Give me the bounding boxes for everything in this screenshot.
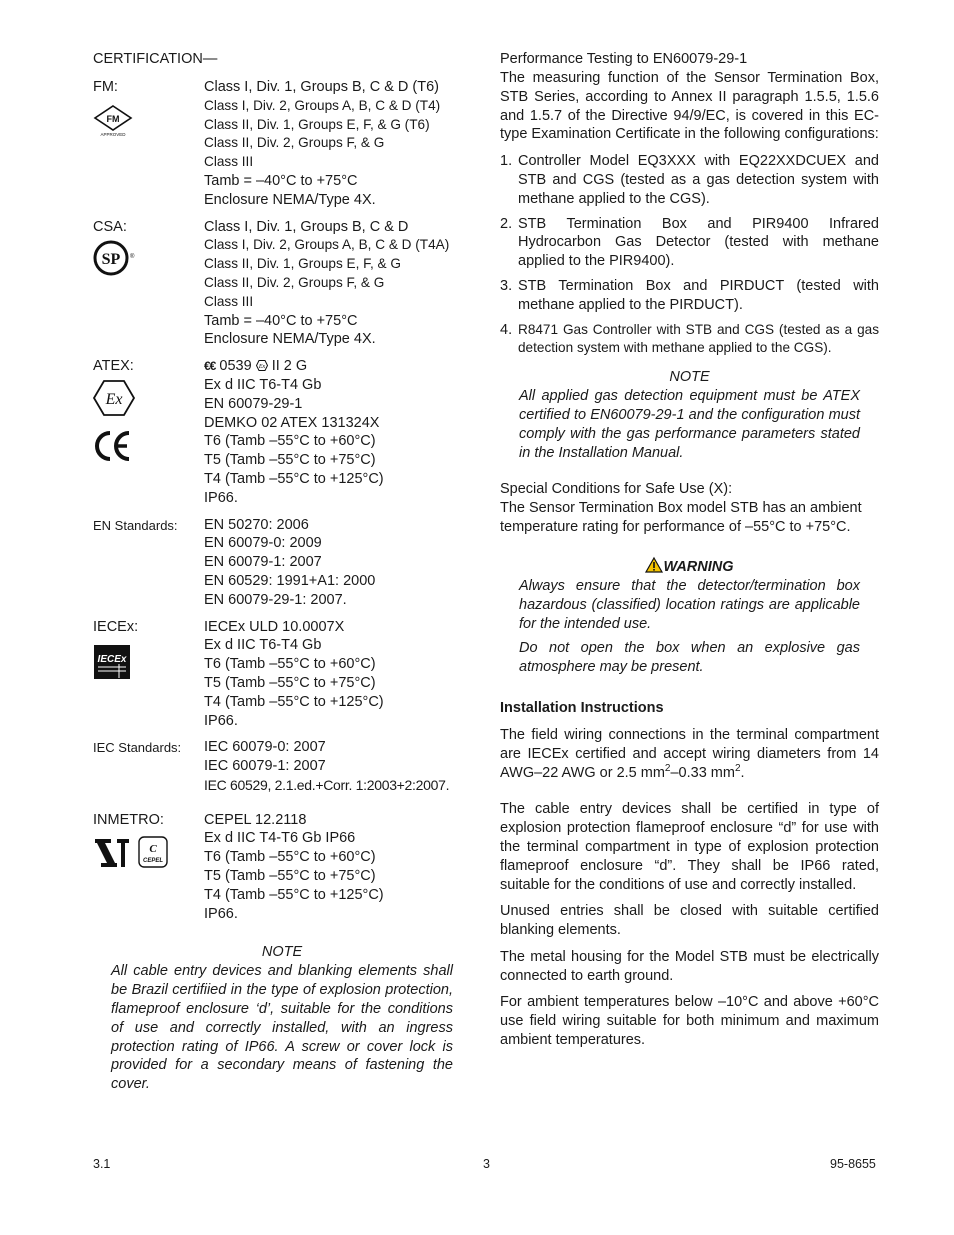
csa-label: CSA: (93, 218, 127, 235)
inmetro-label: INMETRO: (93, 811, 164, 828)
special-conditions-body: The Sensor Termination Box model STB has an ambient temperature rating for performance of –55°C to +75°C. (500, 500, 862, 536)
fm-lines (204, 78, 463, 210)
atex-note (519, 368, 860, 462)
brazil-note (111, 943, 453, 1094)
list-item-text: R8471 Gas Controller with STB and CGS (tested as a gas detection system with methane applied to the CGS). (518, 321, 879, 356)
performance-testing-title: Performance Testing to EN60079-29-1 (500, 51, 748, 67)
configuration-list (500, 152, 879, 358)
list-item-text: STB Termination Box and PIR9400 Infrared Hydrocarbon Gas Detector (tested with methane applied to the PIR9400). (518, 215, 879, 270)
atex-line: Ex d IIC T6-T4 Gb (204, 376, 322, 393)
atex-line: EN 60079-29-1 (204, 395, 303, 412)
inmetro-block (93, 811, 463, 924)
installation-paragraph: The cable entry devices shall be certified in type of explosion protection flameproof enclosure “d” for use with the terminal compartment in type of explosion protection flameproof enclosure “d”. They shall be IP66 rated, suitable for the conditions of use and correctly installed. (500, 801, 879, 893)
iecex-label: IECEx: (93, 618, 139, 635)
iecex-line: Ex d IIC T6-T4 Gb (204, 637, 322, 654)
list-item-text: STB Termination Box and PIRDUCT (tested with methane applied to the PIRDUCT). (518, 277, 879, 313)
special-conditions-title: Special Conditions for Safe Use (X): (500, 481, 733, 498)
install-text: The field wiring connections in the terminal compartment are IECEx certified and accept wiring diameters from 14 AWG–22 AWG or 2.5 mm (500, 726, 879, 781)
inmetro-line: IP66. (204, 905, 238, 922)
note-body: All cable entry devices and blanking elements shall be Brazil certifiied in the type of explosion protection, flameproof enclosure ‘d’, suitable for the conditions of use and correctly installed, with an ingress protection rating of IP66. A screw or cover lock is provided for a secondary means of fastening the cover. (111, 963, 453, 1093)
csa-block (93, 218, 463, 350)
iecex-line: T5 (Tamb –55°C to +75°C) (204, 674, 376, 691)
list-item (500, 215, 879, 271)
warning-triangle-icon (645, 559, 663, 575)
iecex-line: T6 (Tamb –55°C to +60°C) (204, 656, 376, 673)
list-item (500, 277, 879, 315)
iecex-line: T4 (Tamb –55°C to +125°C) (204, 693, 384, 710)
left-column (93, 50, 463, 1094)
atex-label: ATEX: (93, 358, 134, 375)
atex-lines (204, 357, 463, 507)
inmetro-lines (204, 811, 463, 924)
list-item-number: 4. (500, 321, 513, 338)
inmetro-line: T6 (Tamb –55°C to +60°C) (204, 849, 376, 866)
ce-small-icon: €€ (204, 359, 216, 374)
csa-line: Class I, Div. 1, Groups B, C & D (204, 218, 409, 235)
en-standard-line: EN 60529: 1991+A1: 2000 (204, 572, 376, 589)
iecex-line: IECEx ULD 10.0007X (204, 618, 345, 635)
note-body: All applied gas detection equipment must be ATEX certified to EN60079-29-1 and the configuration must comply with the gas performance parameters stated in the Installation Manual. (519, 388, 860, 461)
fm-line: Class II, Div. 2, Groups F, & G (204, 135, 385, 151)
list-item-number: 1. (500, 153, 513, 170)
iecex-logo (93, 644, 131, 684)
csa-line: Tamb = –40°C to +75°C (204, 312, 358, 329)
fm-line: Enclosure NEMA/Type 4X. (204, 191, 376, 208)
install-text: –0.33 mm (670, 764, 735, 781)
right-column (500, 50, 879, 1058)
certification-heading: CERTIFICATION— (93, 51, 218, 67)
atex-block (93, 357, 463, 507)
iec-standards-label: IEC Standards: (93, 740, 182, 756)
list-item-text: Controller Model EQ3XXX with EQ22XXDCUEX and STB and CGS (tested as a gas detection system with methane applied to the CGS). (518, 153, 879, 207)
csa-logo (93, 238, 133, 282)
installation-paragraph: Unused entries shall be closed with suitable certified blanking elements. (500, 903, 879, 939)
iecex-line: IP66. (204, 712, 238, 729)
inmetro-line: T5 (Tamb –55°C to +75°C) (204, 868, 376, 885)
en-standards-lines (204, 516, 463, 610)
list-item (500, 152, 879, 208)
en-standards-label: EN Standards: (93, 517, 178, 533)
fm-approved-logo (93, 104, 133, 142)
ex-hexagon-logo (93, 379, 135, 421)
inmetro-line: T4 (Tamb –55°C to +125°C) (204, 886, 384, 903)
fm-line: Tamb = –40°C to +75°C (204, 172, 358, 189)
csa-line: Class II, Div. 1, Groups E, F, & G (204, 256, 401, 272)
atex-line: T5 (Tamb –55°C to +75°C) (204, 452, 376, 469)
installation-paragraph: The metal housing for the Model STB must be electrically connected to earth ground. (500, 948, 879, 984)
fm-line: Class I, Div. 2, Groups A, B, C & D (T4) (204, 97, 441, 113)
iecex-logo-text: IECEx (97, 653, 127, 665)
fm-line: Class III (204, 154, 254, 170)
iecex-lines (204, 618, 463, 731)
csa-line: Class I, Div. 2, Groups A, B, C & D (T4A) (204, 237, 450, 253)
en-standard-line: EN 60079-1: 2007 (204, 554, 322, 571)
fm-block (93, 78, 463, 210)
footer-document-number: 95-8655 (830, 1157, 876, 1171)
cepel-logo-text: CEPEL (142, 857, 164, 864)
atex-notified-body: 0539 (219, 358, 252, 375)
installation-title: Installation Instructions (500, 699, 664, 716)
fm-logo-text: FM (106, 114, 120, 124)
svg-text:Ex: Ex (258, 364, 265, 371)
performance-testing-body: The measuring function of the Sensor Termination Box, STB Series, according to Annex II paragraph 1.5.5, 1.5.6 and 1.5.7 of the Directive 94/9/EC, is covered in this EC-type Examination Certificate in the following configurations: (500, 70, 879, 143)
warning-title: WARNING (663, 558, 734, 575)
iec-standard-line: IEC 60529, 2.1.ed.+Corr. 1:2003+2:2007. (204, 776, 450, 793)
list-item-number: 3. (500, 277, 513, 294)
warning-callout (519, 557, 860, 677)
fm-logo-sub: APPROVED (100, 132, 126, 137)
ex-logo-text: Ex (105, 391, 123, 409)
atex-line: T4 (Tamb –55°C to +125°C) (204, 470, 384, 487)
superscript: 2 (664, 762, 671, 774)
warning-text: Do not open the box when an explosive gas atmosphere may be present. (519, 640, 860, 676)
csa-lines (204, 218, 463, 350)
footer-page-number: 3 (483, 1157, 490, 1171)
svg-text:SP: SP (101, 250, 121, 268)
list-item-number: 2. (500, 215, 513, 232)
iecex-block (93, 618, 463, 731)
fm-line: Class II, Div. 1, Groups E, F, & G (T6) (204, 116, 430, 132)
atex-marking-line (204, 357, 463, 376)
iec-standard-line: IEC 60079-1: 2007 (204, 758, 326, 775)
atex-line: DEMKO 02 ATEX 131324X (204, 414, 380, 431)
ex-small-icon (256, 358, 268, 374)
fm-label: FM: (93, 79, 118, 95)
fm-line: Class I, Div. 1, Groups B, C & D (T6) (204, 79, 440, 95)
installation-paragraph: For ambient temperatures below –10°C and above +60°C use field wiring suitable for both minimum and maximum ambient temperatures. (500, 994, 879, 1049)
inmetro-line: CEPEL 12.2118 (204, 811, 307, 828)
svg-text:C: C (149, 842, 157, 855)
ce-mark-logo (93, 429, 133, 467)
warning-text: Always ensure that the detector/termination box hazardous (classified) location ratings are applicable for the intended use. (519, 577, 860, 632)
csa-line: Class II, Div. 2, Groups F, & G (204, 274, 385, 290)
install-text: . (740, 764, 745, 781)
en-standard-line: EN 60079-29-1: 2007. (204, 591, 347, 608)
en-standard-line: EN 50270: 2006 (204, 516, 309, 533)
warning-heading (519, 557, 860, 577)
inmetro-logo (93, 833, 173, 875)
iec-standards-lines (204, 738, 463, 794)
list-item (500, 321, 879, 359)
svg-text:®: ® (130, 253, 135, 260)
inmetro-line: Ex d IIC T4-T6 Gb IP66 (204, 830, 356, 847)
footer-revision: 3.1 (93, 1157, 111, 1171)
iec-standards-block (93, 738, 463, 794)
atex-group: II 2 G (271, 358, 308, 375)
iec-standard-line: IEC 60079-0: 2007 (204, 739, 326, 756)
en-standard-line: EN 60079-0: 2009 (204, 535, 322, 552)
note-title: NOTE (669, 369, 710, 386)
csa-line: Class III (204, 293, 254, 309)
atex-line: IP66. (204, 489, 238, 506)
superscript: 2 (734, 762, 741, 774)
atex-line: T6 (Tamb –55°C to +60°C) (204, 433, 376, 450)
note-title: NOTE (261, 944, 303, 961)
en-standards-block (93, 516, 463, 610)
installation-paragraph (500, 726, 879, 782)
csa-line: Enclosure NEMA/Type 4X. (204, 331, 376, 348)
